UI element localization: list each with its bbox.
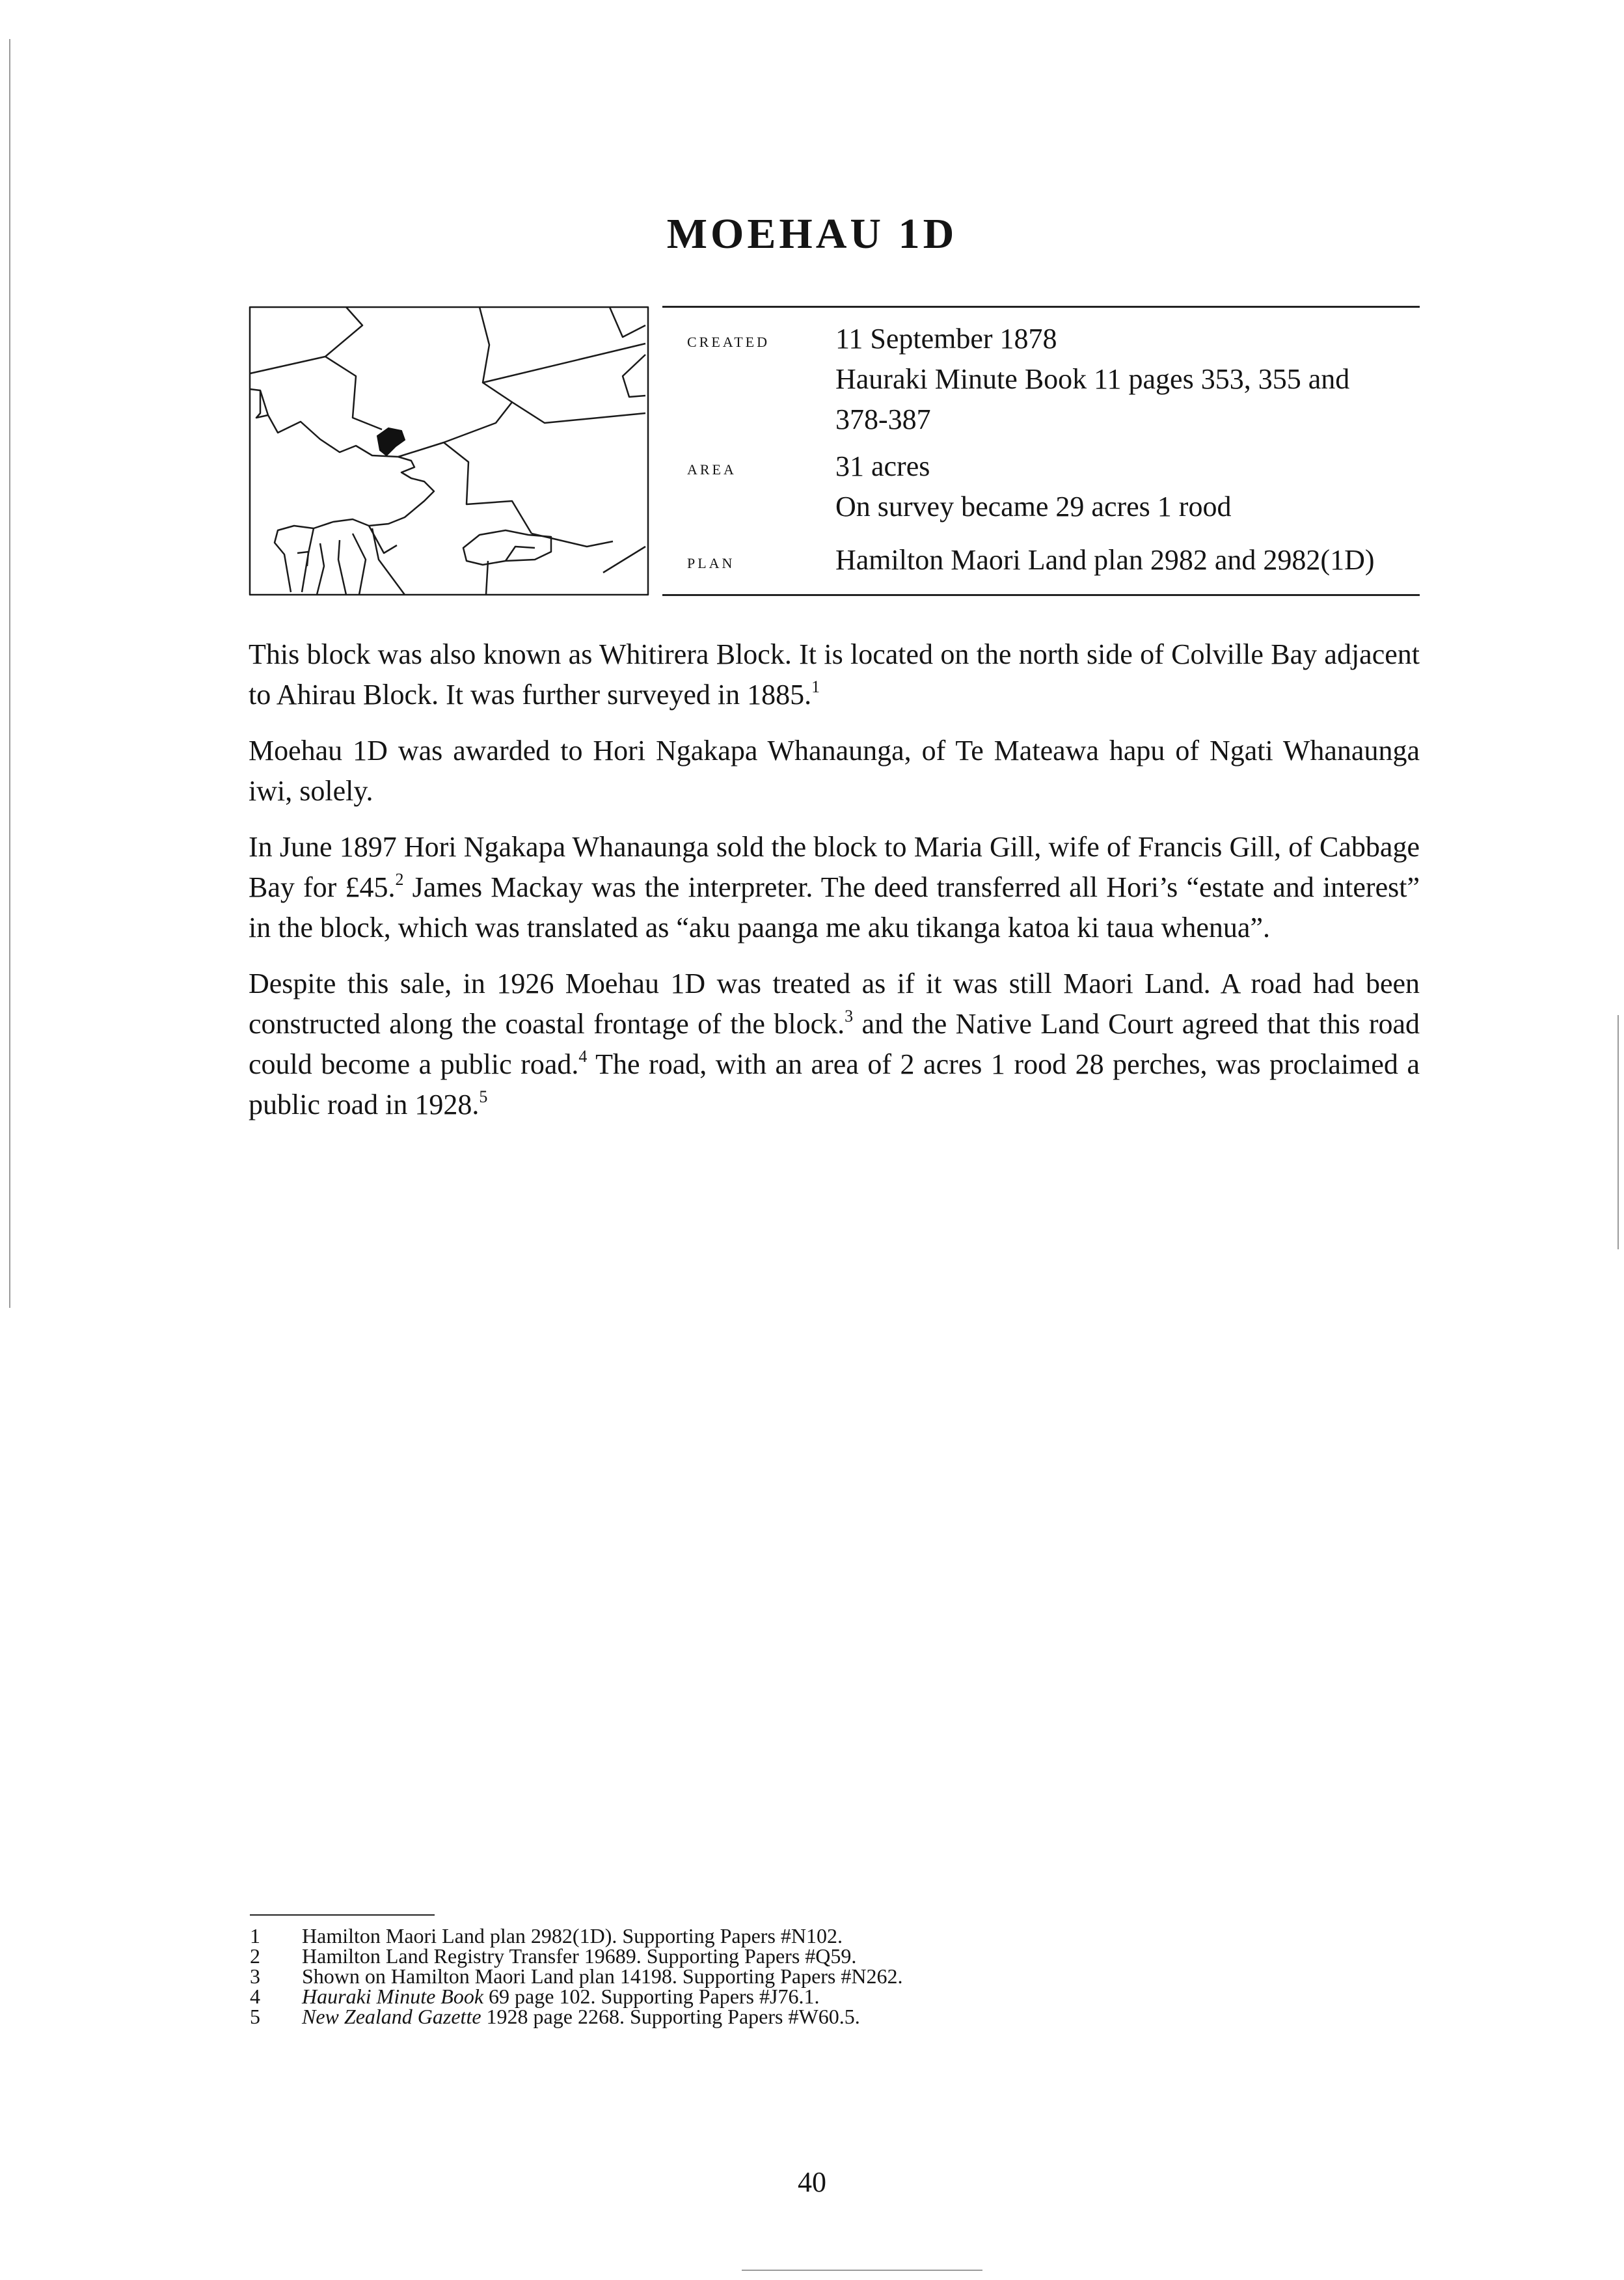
created-value-2: Hauraki Minute Book 11 pages 353, 355 and [835, 363, 1350, 395]
paragraph-1 [249, 634, 1420, 715]
map-coastline [250, 389, 434, 592]
scan-edge-bottom [742, 2270, 982, 2271]
area-value-1: 31 acres [835, 450, 930, 482]
plan-label: plan [687, 549, 735, 573]
footnote-ref-3: 3 [845, 1007, 854, 1026]
footnote-3 [250, 1966, 1226, 1987]
highlighted-block-marker [377, 428, 405, 455]
map-boundary-line [338, 540, 346, 595]
footnote-source-detail: 1928 page 2268. Supporting Papers #W60.5. [481, 2005, 860, 2028]
map-boundary-line [486, 561, 488, 595]
paragraph-4-text-a: Despite this sale, in 1926 Moehau [249, 968, 671, 999]
area-value-2: On survey became 29 acres 1 rood [835, 491, 1232, 522]
scan-edge-right [1617, 1015, 1619, 1249]
footnote-number: 5 [250, 2005, 260, 2028]
plan-value-1: Hamilton Maori Land plan 2982 and 2982(1D) [835, 544, 1375, 576]
footnote-1 [250, 1926, 1226, 1946]
footnote-source-detail: 69 page 102. Supporting Papers #J76.1. [483, 1985, 820, 2008]
map-boundary-line [483, 344, 645, 383]
footnotes [250, 1926, 1226, 2027]
created-label: created [687, 328, 770, 351]
area-label: area [687, 455, 737, 479]
table-bottom-rule [662, 594, 1420, 596]
footnote-text: Hamilton Maori Land plan 2982(1D). Supporting Papers #N102. [302, 1924, 843, 1948]
footnote-ref-2: 2 [395, 870, 404, 889]
map-boundary-line [250, 307, 362, 373]
locator-map [249, 306, 649, 596]
map-boundary-line [444, 442, 532, 534]
map-boundary-line [398, 307, 512, 457]
paragraph-4-block-id: 1D [670, 968, 706, 999]
footnote-2 [250, 1946, 1226, 1966]
map-frame [250, 307, 648, 595]
map-boundary-line [325, 357, 382, 429]
footnote-number: 2 [250, 1944, 260, 1968]
paragraph-2-text-c: was awarded to Hori Ngakapa Whanaunga, of Te Mateawa hapu of Ngati Whanaunga iwi, solely. [249, 735, 1420, 807]
footnote-ref-1: 1 [811, 677, 820, 697]
created-value-1: 11 September 1878 [835, 323, 1057, 355]
footnote-text [302, 1987, 819, 2007]
paragraph-2-text-a: Moehau [249, 735, 353, 767]
footnote-text: Hamilton Land Registry Transfer 19689. Supporting Papers #Q59. [302, 1944, 857, 1968]
paragraph-2 [249, 731, 1420, 811]
footnote-4 [250, 1987, 1226, 2007]
paragraph-3-text-b: James Mackay was the interpreter. The deed transferred all Hori’s “estate and interest” in the block, which was translated as “aku paanga me aku tikanga katoa ki taua whenua”. [249, 871, 1420, 943]
created-value-3: 378-387 [835, 403, 931, 435]
map-boundary-line [603, 547, 645, 573]
map-boundary-line [610, 307, 645, 337]
footnote-ref-4: 4 [578, 1047, 588, 1066]
map-boundary-line [623, 355, 645, 397]
map-boundary-line [506, 547, 535, 561]
map-boundary-line [372, 528, 405, 595]
map-boundary-line [317, 543, 324, 595]
paragraph-2-block-id: 1D [353, 735, 388, 767]
map-boundary-line [512, 402, 645, 423]
map-boundary-line [353, 534, 366, 595]
paragraph-4-text-c: was treated as if it was still Maori Land. A road had been constructed along the coastal frontage of the block. [249, 968, 1420, 1040]
table-top-rule [662, 306, 1420, 308]
body-text [249, 634, 1420, 1141]
paragraph-3-text-a: In June 1897 Hori Ngakapa Whanaunga sold the block to Maria Gill, wife of Francis Gill, of Cabbage Bay for £45. [249, 831, 1420, 903]
footnote-source-title: Hauraki Minute Book [302, 1985, 484, 2008]
paragraph-4-text-e: The road, with an area of 2 acres 1 rood 28 perches, was proclaimed a public road in 1928. [249, 1048, 1420, 1120]
title-text: MOEHAU 1D [666, 210, 958, 258]
paragraph-4-text-d: and the Native Land Court agreed that this road could become a public road. [249, 1008, 1420, 1080]
footnote-source-title: New Zealand Gazette [302, 2005, 481, 2028]
footnote-number: 1 [250, 1924, 260, 1948]
footnote-5 [250, 2007, 1226, 2027]
paragraph-1-text: This block was also known as Whitirera Block. It is located on the north side of Colville Bay adjacent to Ahirau Block. It was further surveyed in 1885. [249, 638, 1420, 711]
paragraph-3 [249, 827, 1420, 948]
footnote-rule [250, 1914, 435, 1916]
footnote-text [302, 2007, 860, 2027]
footnote-number: 4 [250, 1985, 260, 2008]
paragraph-4 [249, 964, 1420, 1125]
footnote-number: 3 [250, 1964, 260, 1988]
page-title [0, 210, 1624, 259]
page-number: 40 [798, 2166, 826, 2198]
footnote-ref-5: 5 [479, 1087, 488, 1107]
footnote-text: Shown on Hamilton Maori Land plan 14198. Supporting Papers #N262. [302, 1964, 903, 1988]
